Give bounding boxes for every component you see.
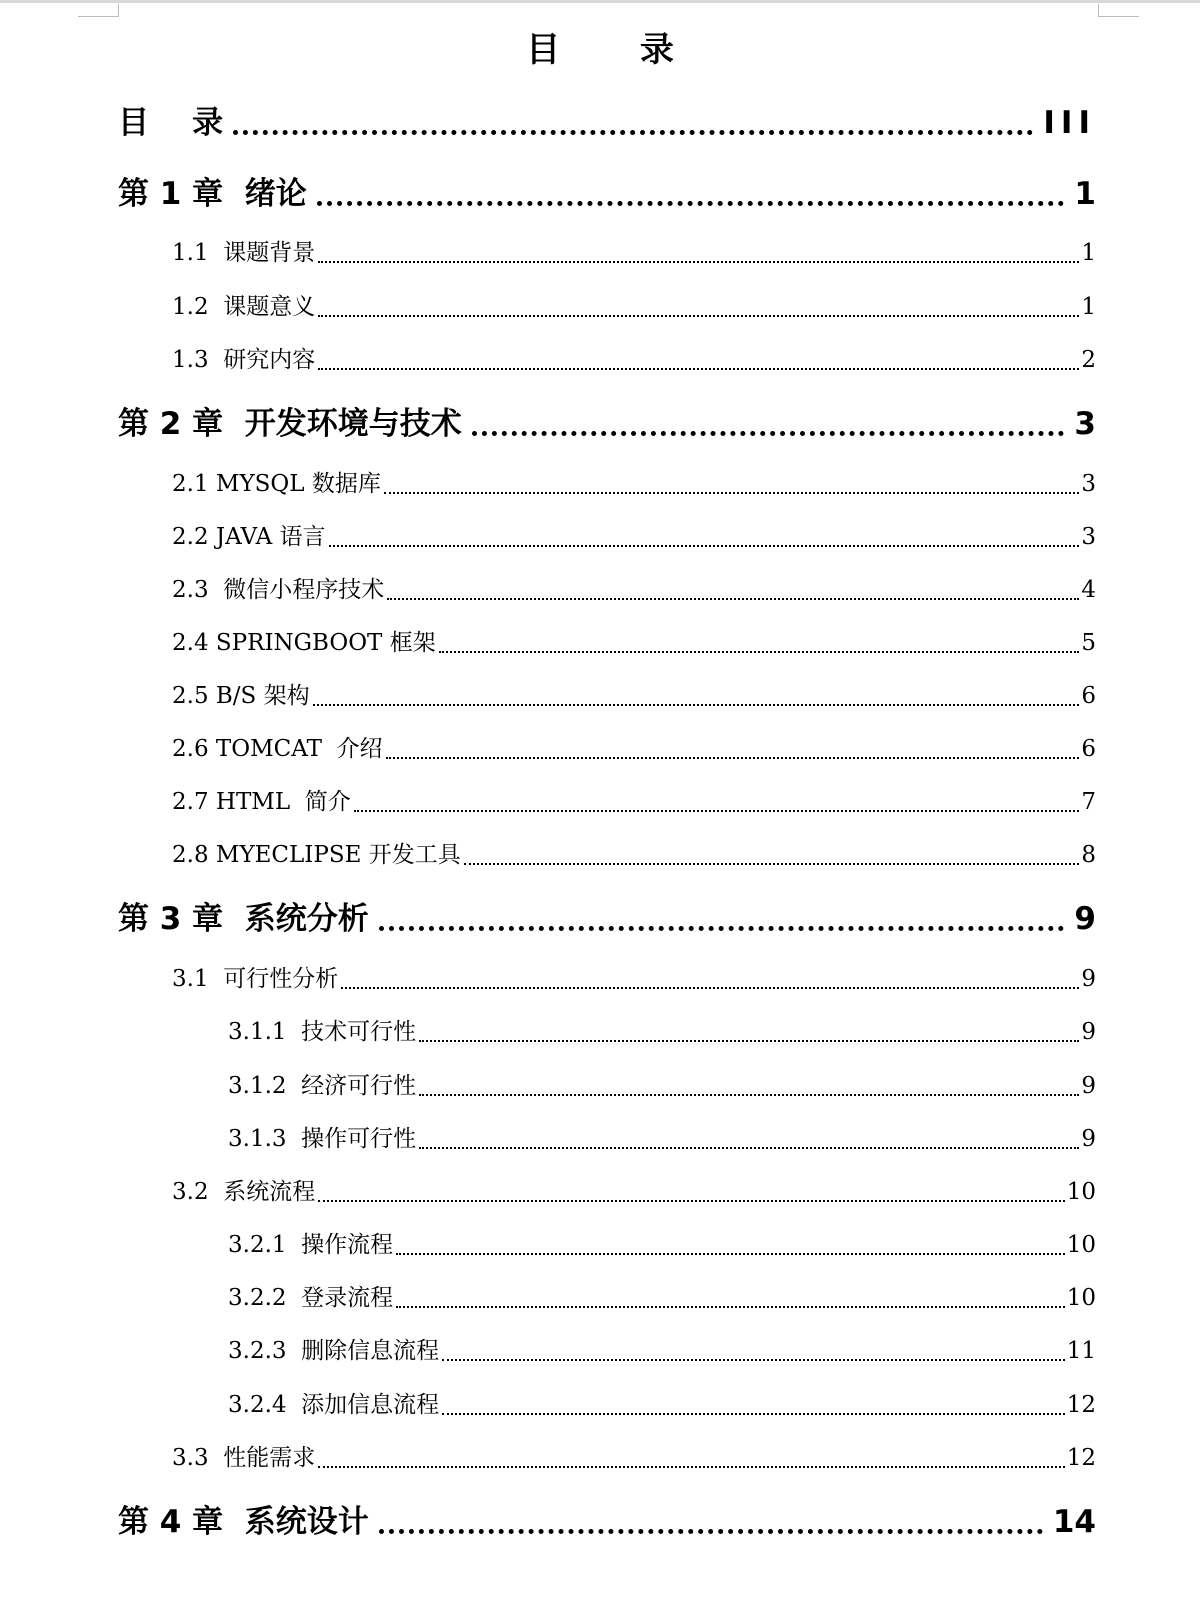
toc-entry-page: 3: [1081, 524, 1096, 550]
toc-entry[interactable]: [228, 1332, 1096, 1368]
toc-entry-label: 1.3 研究内容: [172, 347, 316, 373]
toc-entry[interactable]: [118, 398, 1096, 446]
toc-dot-leader: [318, 315, 1079, 317]
toc-dot-leader: [233, 130, 1033, 135]
toc-entry[interactable]: [172, 624, 1096, 660]
toc-dot-leader: [317, 201, 1065, 206]
toc-entry-page: 2: [1081, 347, 1096, 373]
toc-entry-page: 9: [1081, 1073, 1096, 1099]
toc-entry-page: III: [1043, 105, 1096, 141]
toc-entry[interactable]: [118, 97, 1096, 145]
toc-entry-page: 7: [1081, 789, 1096, 815]
toc-entry[interactable]: [172, 518, 1096, 554]
toc-dot-leader: [318, 368, 1079, 370]
toc-dot-leader: [318, 1200, 1065, 1202]
toc-entry-label: 3.3 性能需求: [172, 1445, 316, 1471]
toc-dot-leader: [396, 1306, 1065, 1308]
toc-dot-leader: [419, 1147, 1079, 1149]
toc-dot-leader: [419, 1040, 1079, 1042]
toc-dot-leader: [354, 810, 1080, 812]
toc-entry-label: 3.2.2 登录流程: [228, 1285, 394, 1311]
toc-entry-page: 9: [1081, 1019, 1096, 1045]
toc-entry-label: 3.2.1 操作流程: [228, 1232, 394, 1258]
toc-dot-leader: [384, 492, 1080, 494]
toc-entry-label: 3.2.3 删除信息流程: [228, 1338, 440, 1364]
toc-entry-page: 9: [1081, 1126, 1096, 1152]
toc-entry-label: 1.1 课题背景: [172, 240, 316, 266]
toc-entry-page: 10: [1066, 1232, 1096, 1258]
toc-entry-page: 4: [1081, 577, 1096, 603]
toc-entry[interactable]: [172, 677, 1096, 713]
toc-dot-leader: [318, 261, 1079, 263]
toc-entry-page: 6: [1081, 736, 1096, 762]
page-top-edge: [0, 0, 1200, 3]
toc-entry-page: 1: [1074, 176, 1096, 212]
toc-entry-label: 2.8 MYECLIPSE 开发工具: [172, 842, 461, 868]
toc-dot-leader: [313, 704, 1080, 706]
toc-entry-page: 14: [1052, 1504, 1096, 1540]
toc-entry-label: 2.5 B/S 架构: [172, 683, 310, 709]
toc-dot-leader: [318, 1466, 1065, 1468]
toc-dot-leader: [396, 1253, 1065, 1255]
toc-dot-leader: [341, 987, 1079, 989]
toc-entry-label: 第 3 章 系统分析: [118, 901, 369, 937]
toc-entry-label: 2.6 TOMCAT 介绍: [172, 736, 383, 762]
toc-entry-page: 1: [1081, 294, 1096, 320]
toc-dot-leader: [379, 926, 1065, 931]
toc-entry[interactable]: [172, 465, 1096, 501]
toc-entry[interactable]: [172, 288, 1096, 324]
toc-entry[interactable]: [172, 836, 1096, 872]
toc-entry-page: 12: [1066, 1445, 1096, 1471]
toc-entry[interactable]: [172, 571, 1096, 607]
toc-entry[interactable]: [172, 960, 1096, 996]
toc-entry-page: 5: [1081, 630, 1096, 656]
toc-entry-page: 12: [1066, 1392, 1096, 1418]
toc-entry[interactable]: [228, 1067, 1096, 1103]
toc-entry-label: 第 1 章 绪论: [118, 176, 307, 212]
toc-entry-label: 3.1.1 技术可行性: [228, 1019, 417, 1045]
toc-entry-page: 9: [1081, 966, 1096, 992]
toc-entry[interactable]: [118, 893, 1096, 941]
toc-dot-leader: [439, 651, 1080, 653]
toc-entry-page: 1: [1081, 240, 1096, 266]
toc-entry[interactable]: [172, 1173, 1096, 1209]
toc-entry-label: 目 录: [118, 105, 224, 141]
toc-dot-leader: [419, 1094, 1079, 1096]
toc-entry-label: 2.1 MYSQL 数据库: [172, 471, 381, 497]
toc-entry-label: 第 2 章 开发环境与技术: [118, 406, 462, 442]
toc-entry-page: 11: [1066, 1338, 1096, 1364]
toc-entry-page: 3: [1074, 406, 1096, 442]
toc-dot-leader: [442, 1359, 1065, 1361]
toc-entry[interactable]: [228, 1226, 1096, 1262]
toc-entry[interactable]: [228, 1386, 1096, 1422]
toc-dot-leader: [387, 598, 1079, 600]
page-corner-mark-right: [1098, 4, 1139, 17]
toc-entry[interactable]: [118, 1496, 1096, 1544]
toc-entry-page: 3: [1081, 471, 1096, 497]
toc-dot-leader: [329, 545, 1080, 547]
toc-entry[interactable]: [228, 1279, 1096, 1315]
page-corner-mark-left: [78, 4, 119, 17]
toc-entry[interactable]: [228, 1013, 1096, 1049]
toc-entry[interactable]: [172, 1439, 1096, 1475]
toc-entry-label: 2.3 微信小程序技术: [172, 577, 385, 603]
toc-entry-label: 3.1 可行性分析: [172, 966, 339, 992]
toc-dot-leader: [472, 431, 1065, 436]
toc-entry[interactable]: [118, 168, 1096, 216]
toc-entry-page: 10: [1066, 1179, 1096, 1205]
toc-entry-page: 8: [1081, 842, 1096, 868]
toc-dot-leader: [379, 1529, 1043, 1534]
toc-entry-label: 3.1.2 经济可行性: [228, 1073, 417, 1099]
toc-entry-label: 2.7 HTML 简介: [172, 789, 351, 815]
toc-entry-label: 2.4 SPRINGBOOT 框架: [172, 630, 436, 656]
toc-dot-leader: [464, 863, 1080, 865]
toc-entry[interactable]: [172, 730, 1096, 766]
page-title: 目 录: [526, 30, 708, 70]
toc-entry-page: 10: [1066, 1285, 1096, 1311]
toc-entry[interactable]: [172, 341, 1096, 377]
toc-entry[interactable]: [228, 1120, 1096, 1156]
toc-entry-label: 第 4 章 系统设计: [118, 1504, 369, 1540]
toc-entry-label: 3.1.3 操作可行性: [228, 1126, 417, 1152]
toc-dot-leader: [442, 1413, 1065, 1415]
toc-entry[interactable]: [172, 234, 1096, 270]
toc-dot-leader: [386, 757, 1080, 759]
toc-entry-label: 3.2.4 添加信息流程: [228, 1392, 440, 1418]
toc-entry-label: 1.2 课题意义: [172, 294, 316, 320]
toc-entry-label: 3.2 系统流程: [172, 1179, 316, 1205]
toc-entry-label: 2.2 JAVA 语言: [172, 524, 326, 550]
toc-entry-page: 6: [1081, 683, 1096, 709]
toc-entry[interactable]: [172, 783, 1096, 819]
toc-entry-page: 9: [1074, 901, 1096, 937]
